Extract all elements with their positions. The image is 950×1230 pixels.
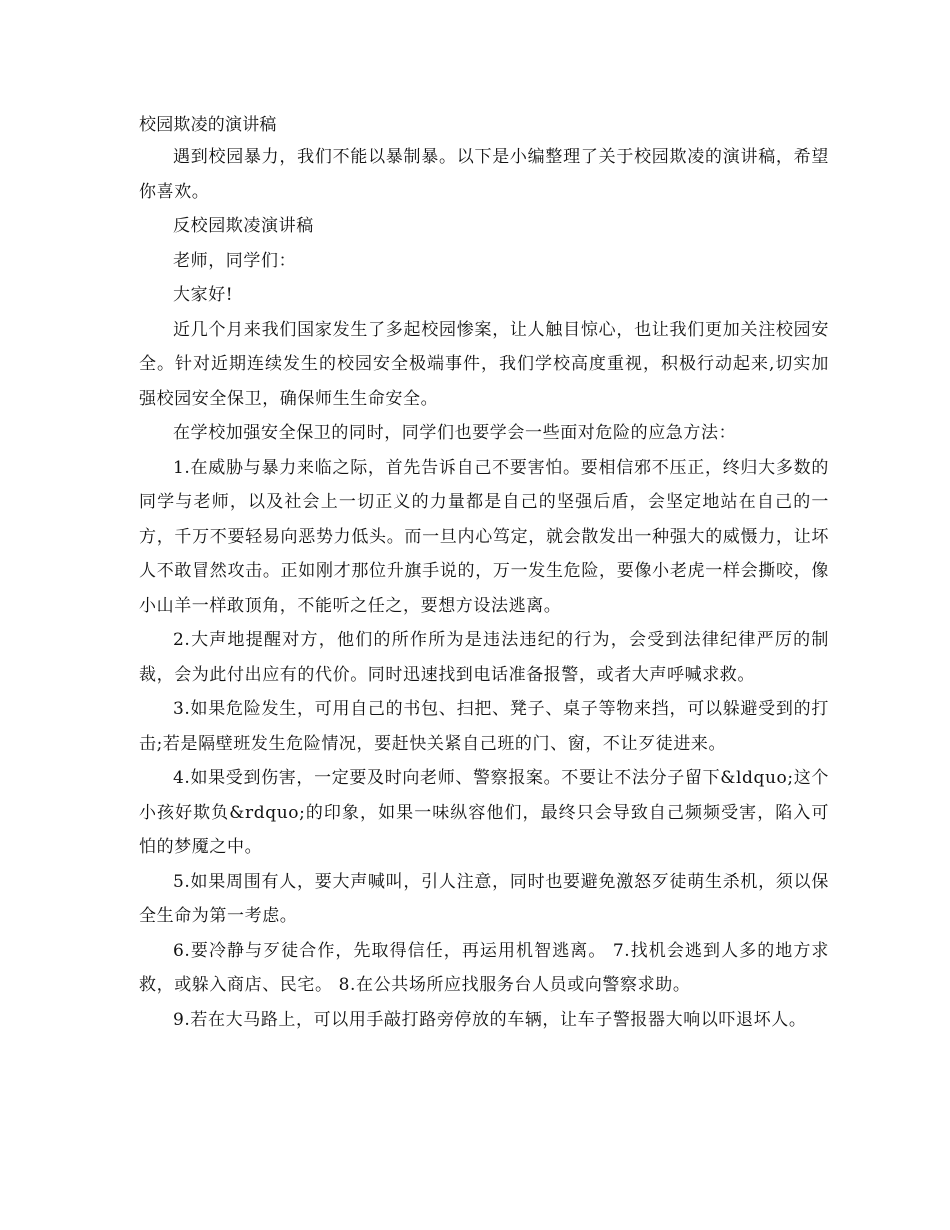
tip-paragraph-5: 5.如果周围有人，要大声喊叫，引人注意，同时也要避免激怒歹徒萌生杀机，须以保全生命为第一考虑。 — [139, 871, 829, 926]
body-paragraph: 在学校加强安全保卫的同时，同学们也要学会一些面对危险的应急方法： — [173, 423, 737, 443]
tip-paragraph-3: 3.如果危险发生，可用自己的书包、扫把、凳子、桌子等物来挡，可以躲避受到的打击;若是隔壁班发生危险情况，要赶快关紧自己班的门、窗，不让歹徒进来。 — [139, 699, 829, 754]
salutation: 老师，同学们： — [173, 250, 297, 271]
body-paragraph: 近几个月来我们国家发生了多起校园惨案，让人触目惊心，也让我们更加关注校园安全。针对近期连续发生的校园安全极端事件，我们学校高度重视，积极行动起来,切实加强校园安全保卫，确保师生生命安全。 — [139, 319, 829, 409]
tip-paragraph-1: 1.在威胁与暴力来临之际，首先告诉自己不要害怕。要相信邪不压正，终归大多数的同学与老师，以及社会上一切正义的力量都是自己的坚强后盾，会坚定地站在自己的一方，千万不要轻易向恶势力低头。而一旦内心笃定，就会散发出一种强大的威慑力，让坏人不敢冒然攻击。正如刚才那位升旗手说的，万一发生危险，要像小老虎一样会撕咬，像小山羊一样敢顶角，不能听之任之，要想方设法逃离。 — [139, 457, 829, 616]
intro-paragraph: 遇到校园暴力，我们不能以暴制暴。以下是小编整理了关于校园欺凌的演讲稿，希望你喜欢。 — [139, 147, 829, 202]
tip-paragraph-6-8: 6.要冷静与歹徒合作，先取得信任，再运用机智逃离。 7.找机会逃到人多的地方求救，或躲入商店、民宅。 8.在公共场所应找服务台人员或向警察求助。 — [139, 940, 829, 995]
speech-heading: 反校园欺凌演讲稿 — [173, 216, 314, 236]
document-title: 校园欺凌的演讲稿 — [139, 115, 277, 135]
greeting: 大家好! — [173, 285, 234, 305]
tip-paragraph-2: 2.大声地提醒对方，他们的所作所为是违法违纪的行为，会受到法律纪律严厉的制裁，会为此付出应有的代价。同时迅速找到电话准备报警，或者大声呼喊求救。 — [139, 630, 829, 685]
tip-paragraph-9: 9.若在大马路上，可以用手敲打路旁停放的车辆，让车子警报器大响以吓退坏人。 — [173, 1009, 807, 1030]
document-page — [139, 114, 829, 1037]
tip-paragraph-4: 4.如果受到伤害，一定要及时向老师、警察报案。不要让不法分子留下&ldquo;这个小孩好欺负&rdquo;的印象，如果一味纵容他们，最终只会导致自己频频受害，陷入可怕的梦魇之中。 — [139, 768, 829, 857]
